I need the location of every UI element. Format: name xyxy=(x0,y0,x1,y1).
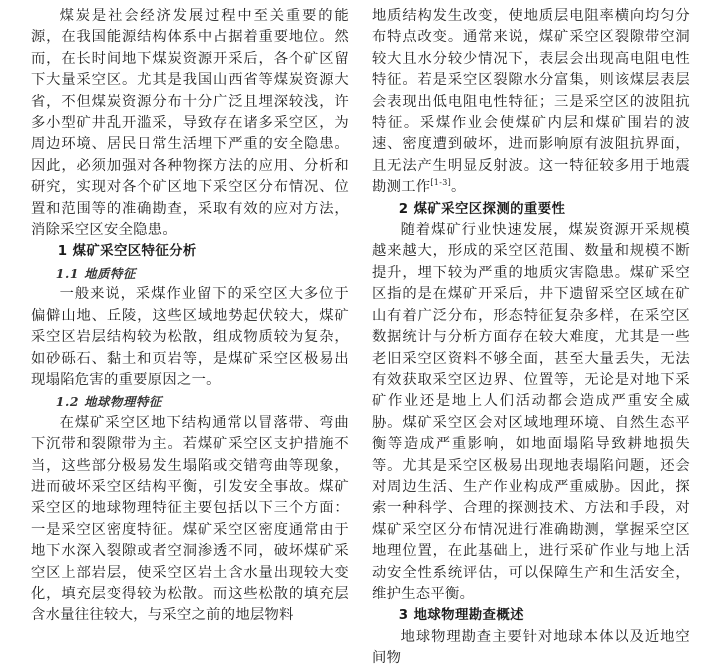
continued-paragraph-text: 地质结构发生改变，使地质层电阻率横向均匀分布特点改变。通常来说，煤矿采空区裂隙带空洞较大且水分较少情况下，表层会出现高电阻电性特征。若是采空区裂隙水分富集，则该煤层表层会表现出低电阻电性特征；三是采空区的波阻抗特征。采煤作业会使煤矿内层和煤矿围岩的波速、密度遭到破坏，进而影响原有波阻抗界面，且无法产生明显反射波。这一特征较多用于地震勘测工作 xyxy=(372,8,690,196)
left-column xyxy=(31,6,349,627)
section-1-heading: 1 煤矿采空区特征分析 xyxy=(57,244,197,260)
section-2-paragraph: 随着煤矿行业快速发展，煤炭资源开采规模越来越大，形成的采空区范围、数量和规模不断提升，埋下较为严重的地质灾害隐患。煤矿采空区指的是在煤矿开采后，井下遗留采空区域在矿山有着广泛分布，形态特征复杂多样，在采空区数据统计与分析方面存在较大难度，尤其是一些老旧采空区资料不够全面，甚至大量丢失，无法有效获取采空区边界、位置等，无论是对地下采矿作业还是地上人们活动都会造成严重安全威胁。煤矿采空区会对区域地理环境、自然生态平衡等造成严重影响，如地面塌陷导致耕地损失等。尤其是采空区极易出现地表塌陷问题，还会对周边生活、生产作业构成严重威胁。因此，探索一种科学、合理的探测技术、方法和手段，对煤矿采空区分布情况进行准确勘测，掌握采空区地理位置，在此基础上，进行采矿作业与地上活动安全性系统评估，可以保障生产和生活安全，维护生态平衡。 xyxy=(372,222,690,602)
section-3-heading: 3 地球物理勘查概述 xyxy=(398,608,524,624)
citation-marker: [1-3] xyxy=(430,178,452,188)
continued-paragraph xyxy=(372,6,690,199)
continued-paragraph-end: 。 xyxy=(451,179,466,196)
subsection-1-1-heading: 1.1 地质特征 xyxy=(55,265,137,281)
section-2-heading: 2 煤矿采空区探测的重要性 xyxy=(398,201,566,217)
intro-paragraph: 煤炭是社会经济发展过程中至关重要的能源，在我国能源结构体系中占据着重要地位。然而，在长时间地下煤炭资源开采后，各个矿区留下大量采空区。尤其是我国山西省等煤炭资源大省，不但煤炭资源分布十分广泛且埋深较浅，许多小型矿井乱开滥采，导致存在诸多采空区，为周边环境、居民日常生活埋下严重的安全隐患。因此，必须加强对各种物探方法的应用、分析和研究，实现对各个矿区地下采空区分布情况、位置和范围等的准确勘查，采取有效的应对方法，消除采空区安全隐患。 xyxy=(31,8,349,239)
section-3-paragraph: 地球物理勘查主要针对地球本体以及近地空间物 xyxy=(372,628,690,667)
subsection-1-1-paragraph: 一般来说，采煤作业留下的采空区大多位于偏僻山地、丘陵，这些区域地势起伏较大，煤矿采空区岩层结构较为松散，组成物质较为复杂，如砂砾石、黏土和页岩等，是煤矿采空区极易出现塌陷危害的重要原因之一。 xyxy=(31,286,349,388)
subsection-1-2-heading: 1.2 地球物理特征 xyxy=(55,394,163,410)
subsection-1-2-paragraph: 在煤矿采空区地下结构通常以冒落带、弯曲下沉带和裂隙带为主。若煤矿采空区支护措施不当，这些部分极易发生塌陷或交错弯曲等现象，进而破坏采空区结构平衡，引发安全事故。煤矿采空区的地球物理特征主要包括以下三个方面：一是采空区密度特征。煤矿采空区密度通常由于地下水深入裂隙或者空洞渗透不同，破坏煤矿采空区上部岩层，使采空区岩土含水量出现较大变化，填充层变得较为松散。而这些松散的填充层含水量往往较大，与采空之前的地层物料 xyxy=(31,414,349,624)
right-column xyxy=(372,6,690,670)
